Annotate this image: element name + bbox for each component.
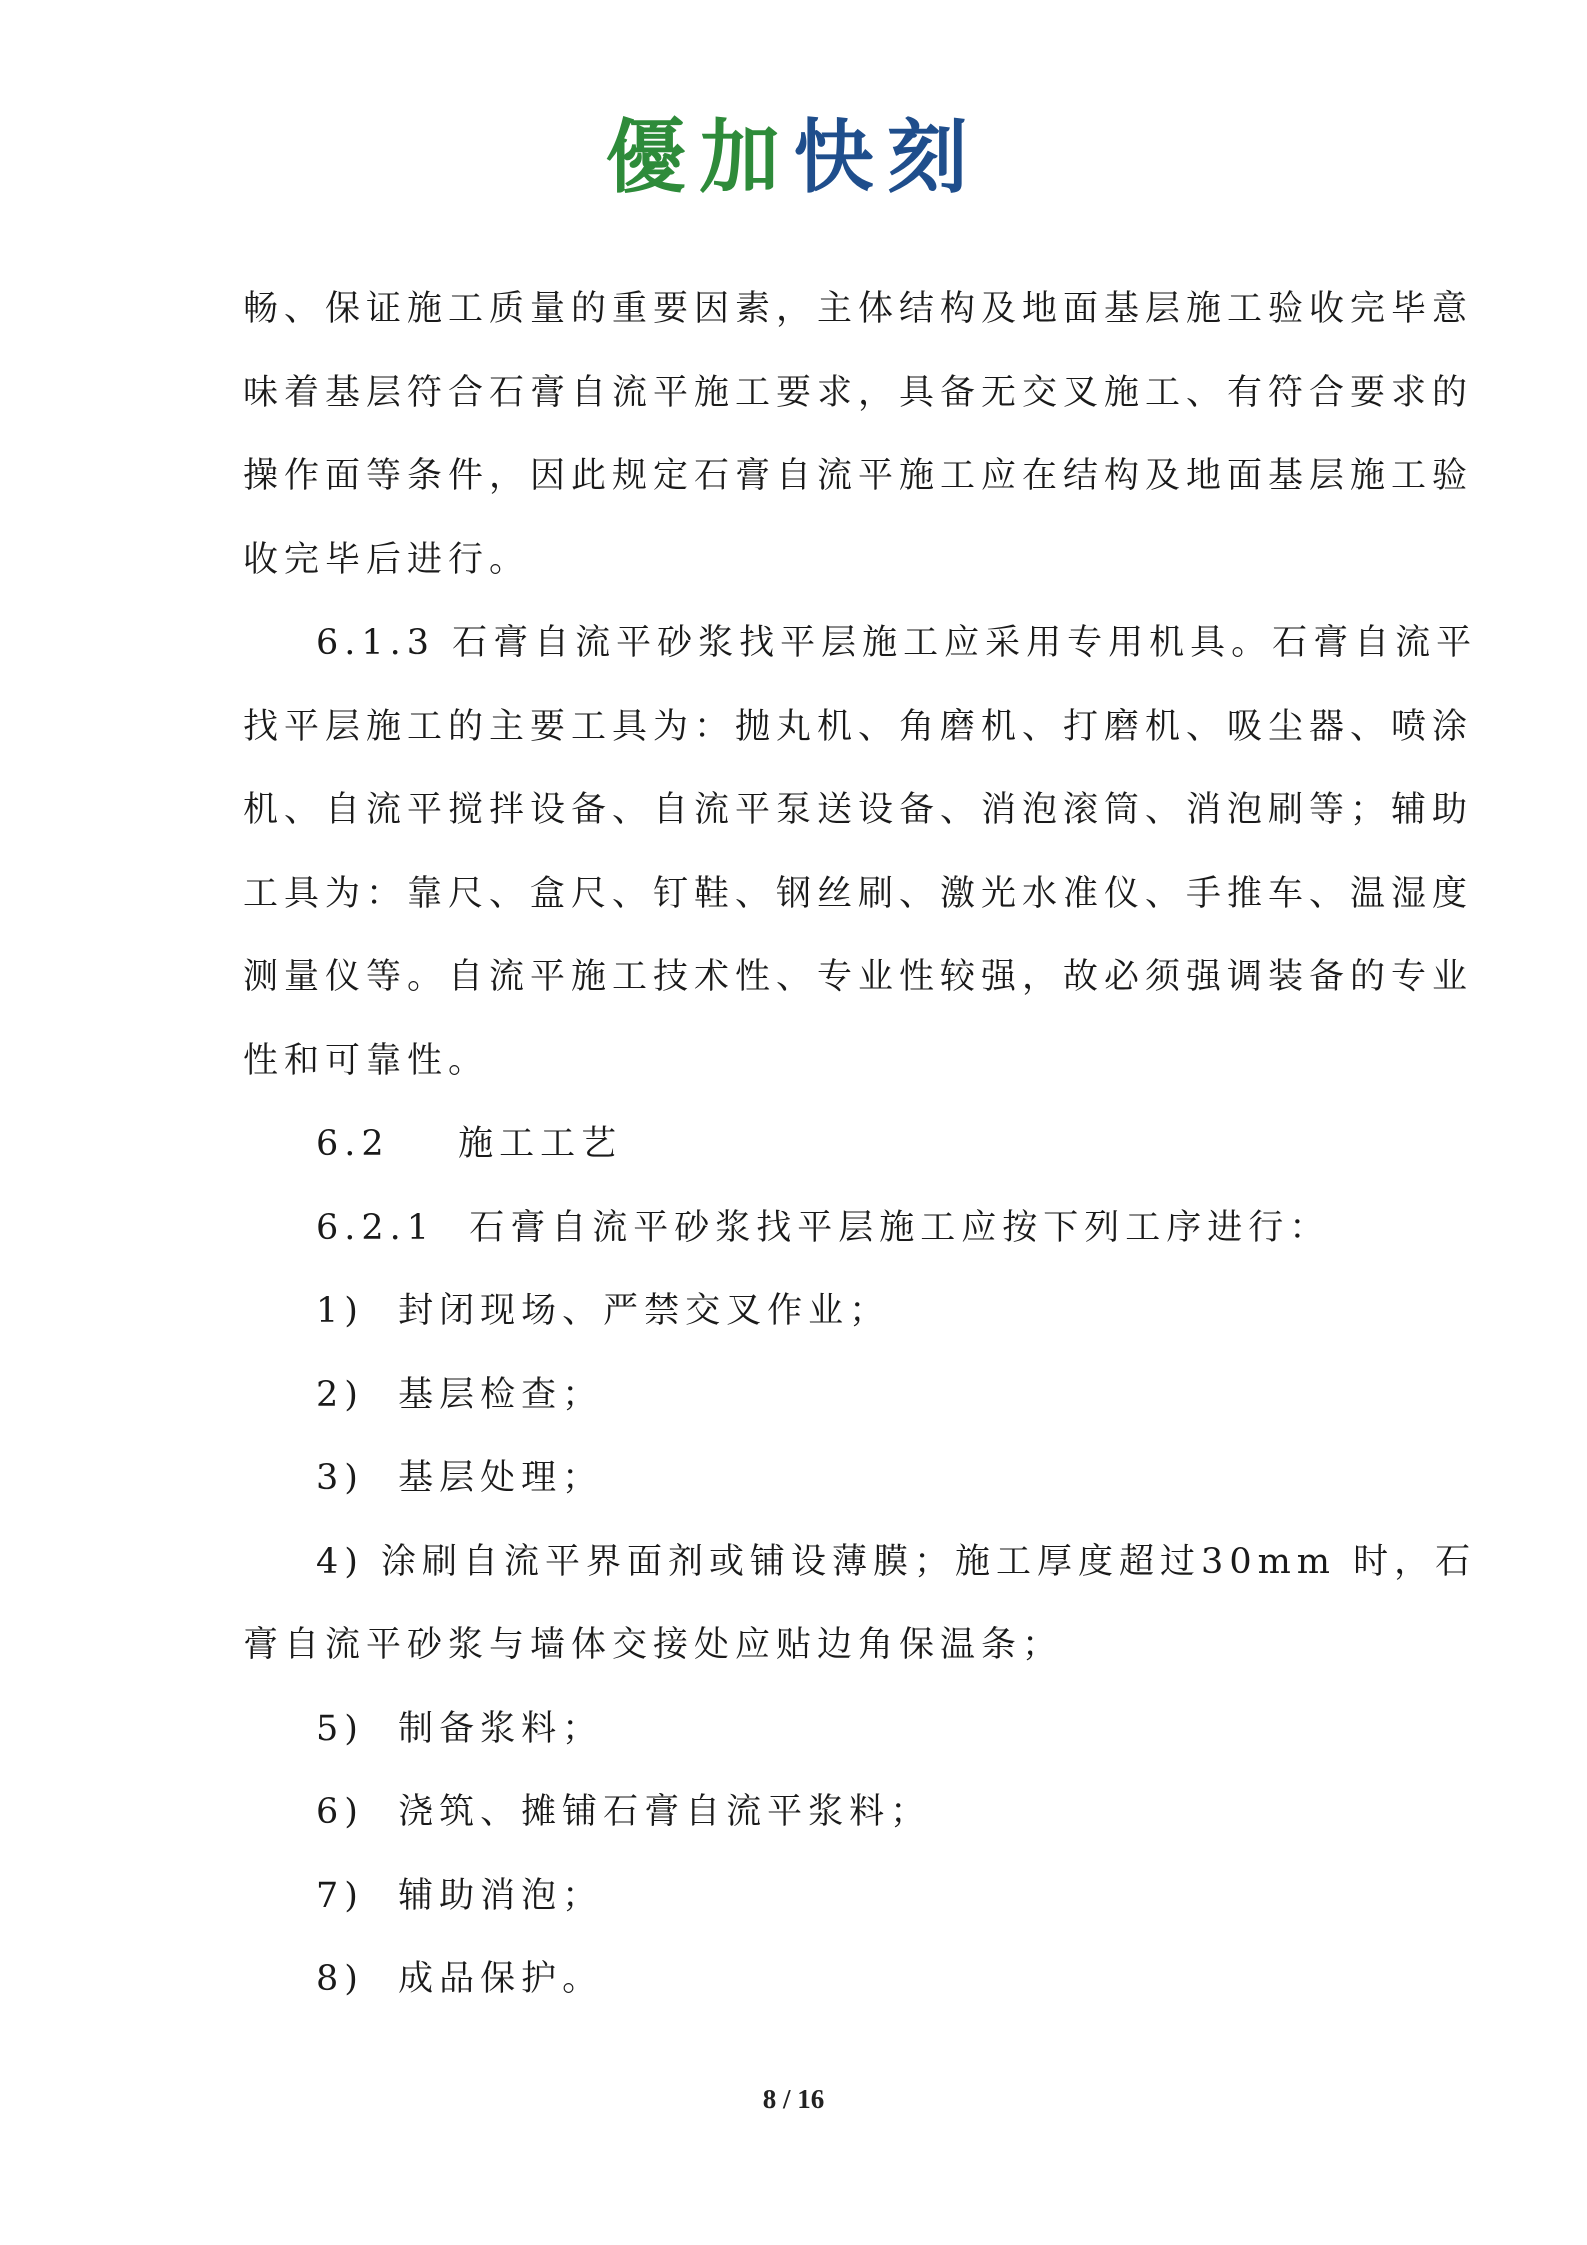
list-item: 1) 封闭现场、严禁交叉作业； — [316, 1291, 891, 1331]
paragraph-line: 味着基层符合石膏自流平施工要求，具备无交叉施工、有符合要求的 — [243, 372, 1474, 413]
paragraph-line: 操作面等条件，因此规定石膏自流平施工应在结构及地面基层施工验 — [243, 456, 1474, 496]
list-item: 3) 基层处理； — [316, 1458, 604, 1498]
list-item: 6) 浇筑、摊铺石膏自流平浆料； — [316, 1792, 932, 1832]
list-item-continuation: 膏自流平砂浆与墙体交接处应贴边角保温条； — [243, 1625, 1064, 1665]
list-item: 7) 辅助消泡； — [316, 1875, 604, 1916]
paragraph-line: 性和可靠性。 — [243, 1040, 490, 1081]
logo-text-green: 優加 — [605, 111, 794, 204]
section-6-2-1-line: 6.2.1 石膏自流平砂浆找平层施工应按下列工序进行： — [316, 1207, 1331, 1248]
paragraph-line: 畅、保证施工质量的重要因素，主体结构及地面基层施工验收完毕意 — [243, 289, 1474, 329]
page-number: 8 / 16 — [762, 2084, 825, 2114]
document-body — [243, 268, 1478, 2022]
paragraph-line: 机、自流平搅拌设备、自流平泵送设备、消泡滚筒、消泡刷等；辅助 — [243, 790, 1474, 830]
brand-logo — [0, 111, 1587, 204]
list-item: 8) 成品保护。 — [316, 1959, 604, 1999]
paragraph-line: 测量仪等。自流平施工技术性、专业性较强，故必须强调装备的专业 — [243, 957, 1474, 997]
list-item: 2) 基层检查； — [316, 1374, 604, 1415]
section-6-1-3-line: 6.1.3 石膏自流平砂浆找平层施工应采用专用机具。石膏自流平 — [316, 623, 1478, 663]
list-item: 4) 涂刷自流平界面剂或铺设薄膜；施工厚度超过30mm 时，石 — [316, 1541, 1477, 1582]
paragraph-line: 找平层施工的主要工具为：抛丸机、角磨机、打磨机、吸尘器、喷涂 — [243, 706, 1474, 747]
list-item: 5) 制备浆料； — [316, 1708, 604, 1749]
paragraph-line: 工具为：靠尺、盒尺、钉鞋、钢丝刷、激光水准仪、手推车、温湿度 — [243, 873, 1474, 914]
paragraph-line: 收完毕后进行。 — [243, 539, 531, 580]
logo-text-blue: 快刻 — [793, 111, 982, 204]
section-heading-6-2: 6.2 施工工艺 — [316, 1124, 623, 1164]
